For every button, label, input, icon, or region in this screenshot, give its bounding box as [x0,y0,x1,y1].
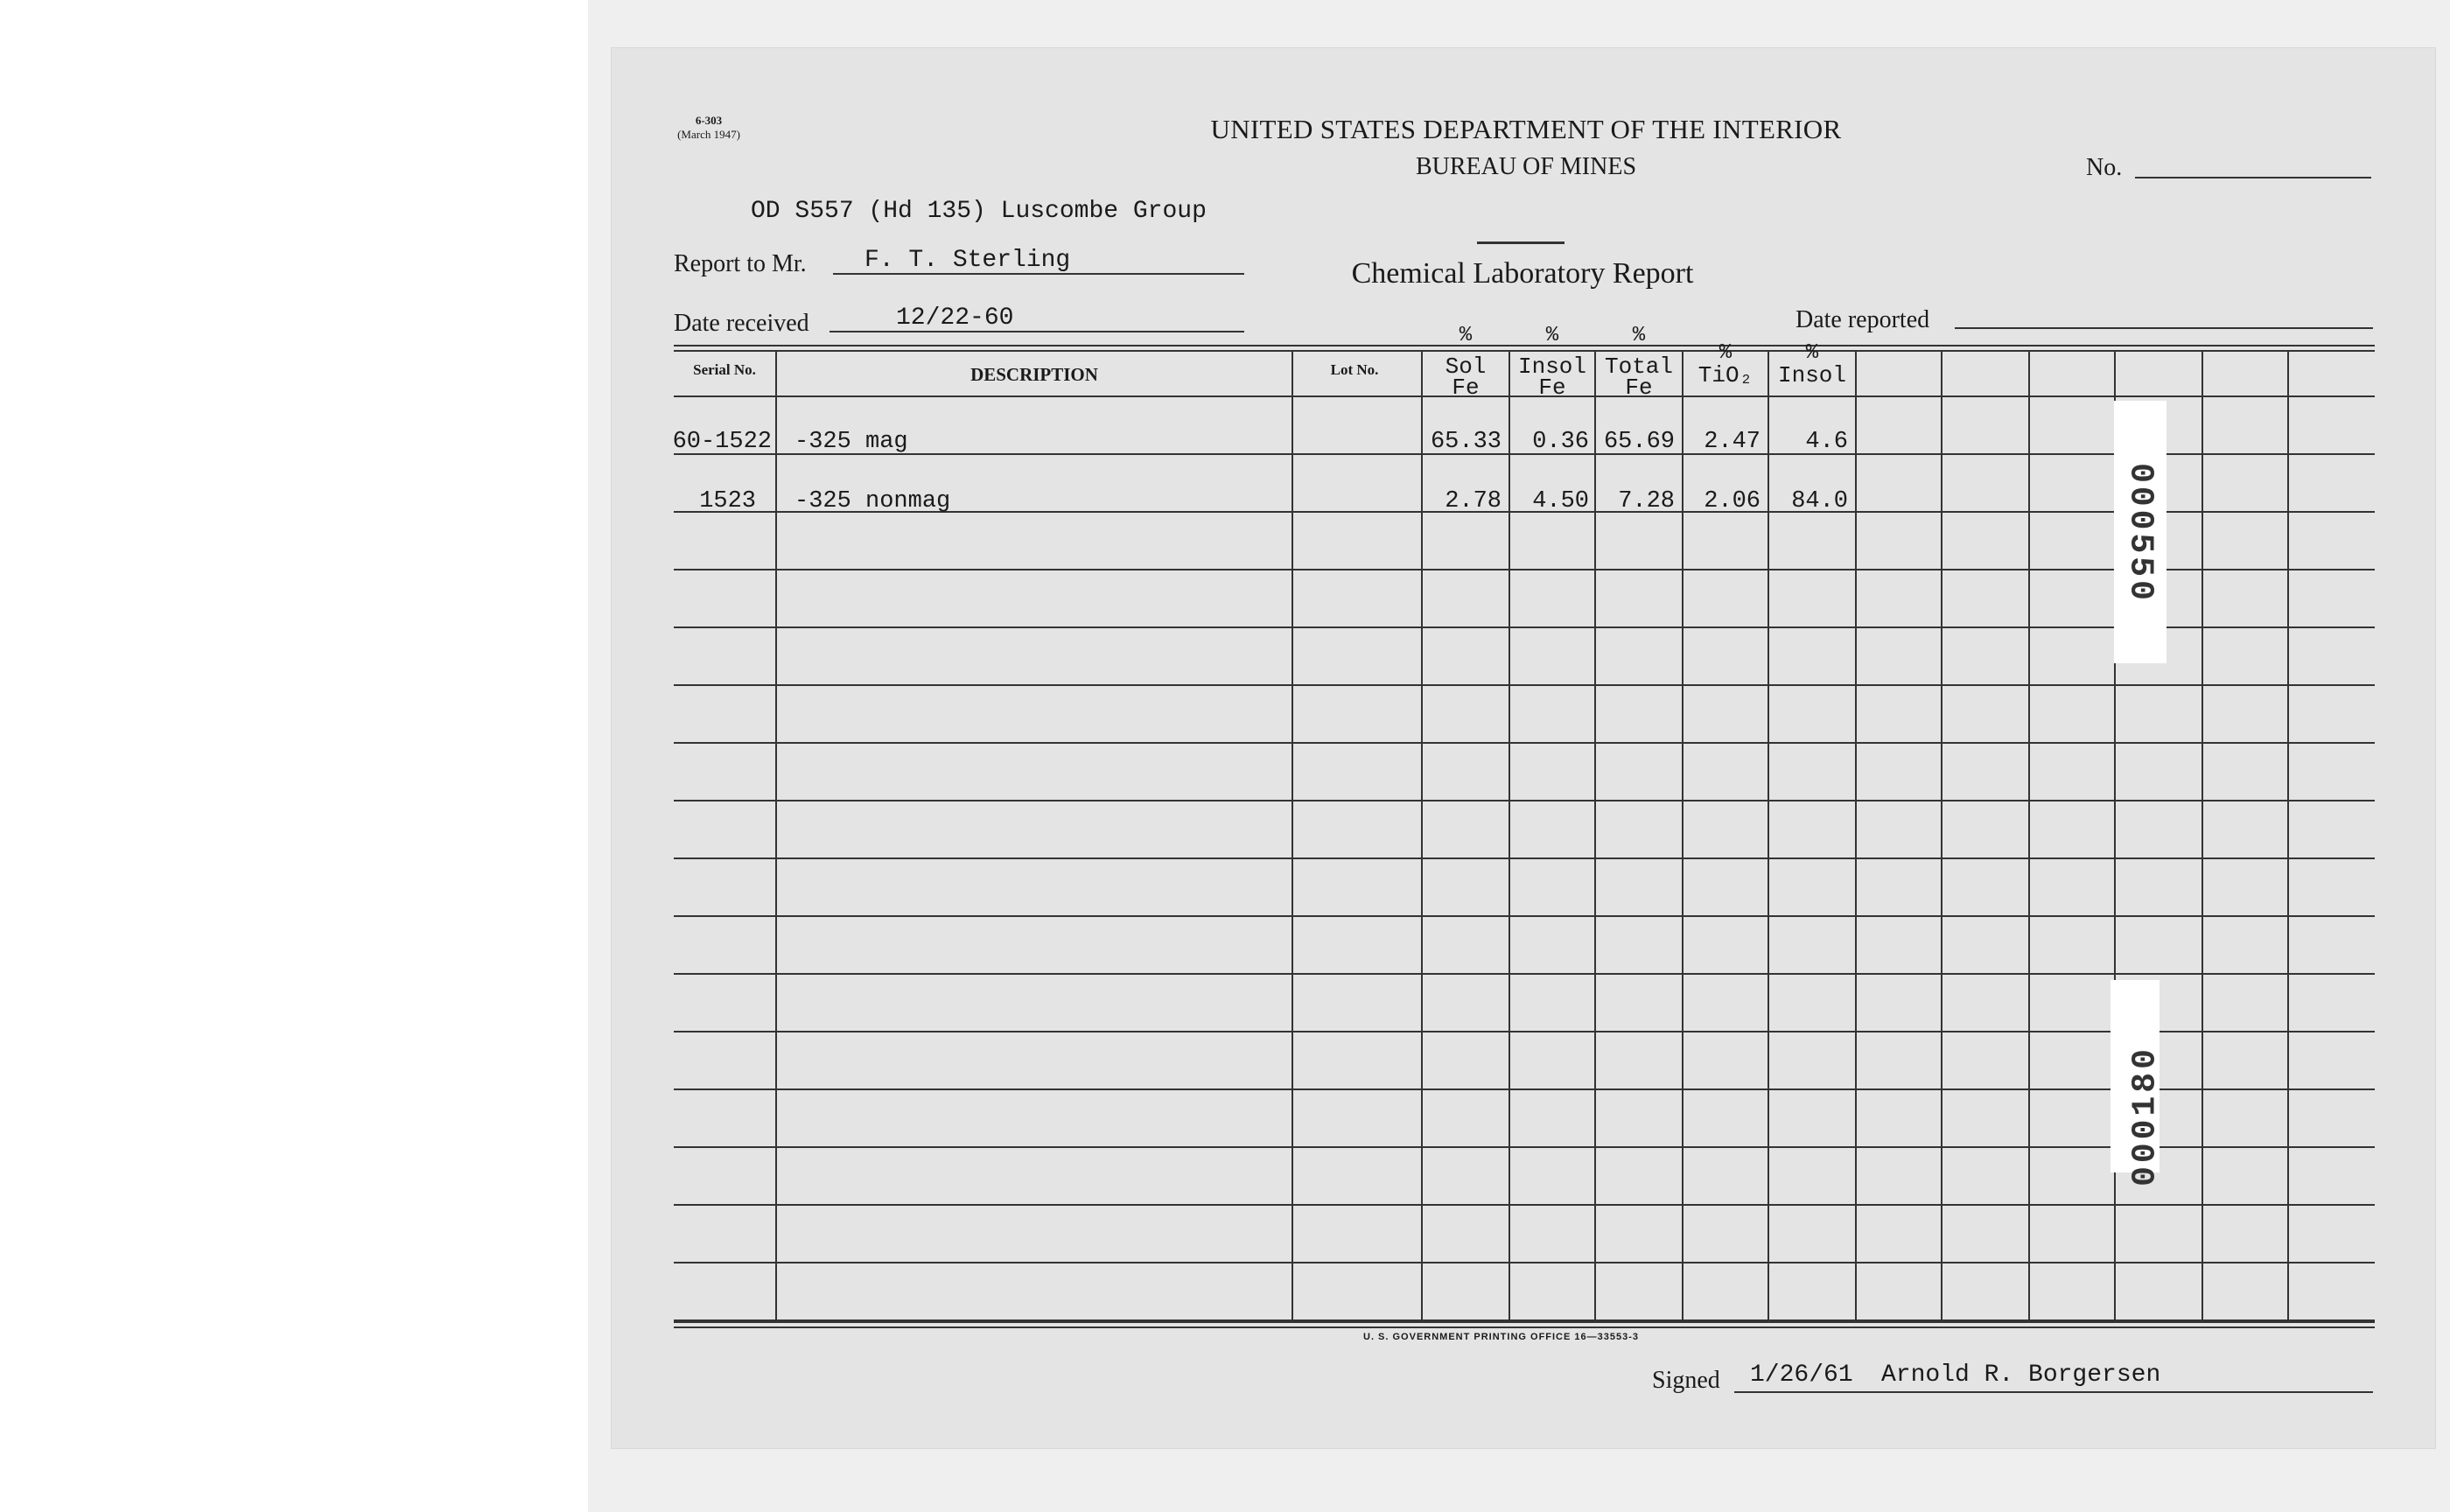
row-serial: 1523 [699,488,756,514]
report-title: Chemical Laboratory Report [1351,257,1694,290]
department-heading: UNITED STATES DEPARTMENT OF THE INTERIOR [1210,114,1842,144]
row-description: -325 nonmag [794,488,951,514]
row-tio2: 2.06 [1704,488,1760,514]
stamp-label-1 [2114,401,2166,663]
stamp-number-2: 000180 [2126,1046,2165,1186]
row-sol-fe: 2.78 [1445,488,1502,514]
no-underline [2135,177,2371,178]
lab-report-form [611,47,2436,1449]
total-fe-header-2: Fe [1625,374,1653,401]
date-reported-underline [1955,327,2373,329]
lot-no-header: Lot No. [1330,361,1379,378]
insol-header: Insol [1777,362,1846,388]
table-bottom-rule-2 [674,1326,2375,1328]
insol-percent: % [1805,341,1819,365]
bureau-heading: BUREAU OF MINES [1415,153,1637,180]
form-date: (March 1947) [677,128,740,141]
project-line: OD S557 (Hd 135) Luscombe Group [751,198,1207,225]
row-serial: 60-1522 [672,429,772,455]
row-description: -325 mag [794,429,908,455]
date-reported-label: Date reported [1796,306,1930,333]
row-total-fe: 65.69 [1603,429,1675,455]
report-to-label: Report to Mr. [674,250,807,277]
date-received-label: Date received [674,310,809,337]
signed-label: Signed [1652,1367,1720,1394]
printer-note: U. S. GOVERNMENT PRINTING OFFICE 16—33553-3 [1363,1332,1640,1342]
report-to-value: F. T. Sterling [864,247,1071,274]
row-tio2: 2.47 [1704,429,1760,455]
row-sol-fe: 65.33 [1430,429,1502,455]
date-received-value: 12/22-60 [896,304,1014,332]
total-fe-header-1: Total [1604,354,1673,380]
sol-fe-percent: % [1459,324,1473,347]
scan-margin [0,0,588,1512]
row-insol: 4.6 [1805,429,1848,455]
insol-fe-percent: % [1545,324,1559,347]
insol-fe-header-1: Insol [1517,354,1586,380]
signed-name: Arnold R. Borgersen [1881,1362,2161,1389]
insol-fe-header-2: Fe [1538,374,1566,401]
sol-fe-header-2: Fe [1452,374,1480,401]
row-insol: 84.0 [1791,488,1848,514]
table-top-rule-2 [674,350,2375,352]
sol-fe-header-1: Sol [1445,354,1487,380]
row-total-fe: 7.28 [1618,488,1675,514]
tio2-header: TiO₂ [1698,362,1754,388]
form-number-block [674,114,744,142]
no-label: No. [2086,154,2123,181]
serial-no-header: Serial No. [693,361,756,378]
title-rule [1477,242,1564,244]
signed-underline [1734,1391,2373,1393]
row-insol-fe: 4.50 [1532,488,1589,514]
tio2-percent: % [1718,341,1732,365]
date-received-underline [830,331,1244,332]
total-fe-percent: % [1632,324,1646,347]
signed-date: 1/26/61 [1750,1362,1853,1389]
table-bottom-rule [674,1321,2375,1323]
stamp-number-1: 000550 [2121,463,2160,604]
form-number: 6-303 [695,114,723,127]
row-insol-fe: 0.36 [1532,429,1589,455]
description-header: DESCRIPTION [970,364,1098,385]
